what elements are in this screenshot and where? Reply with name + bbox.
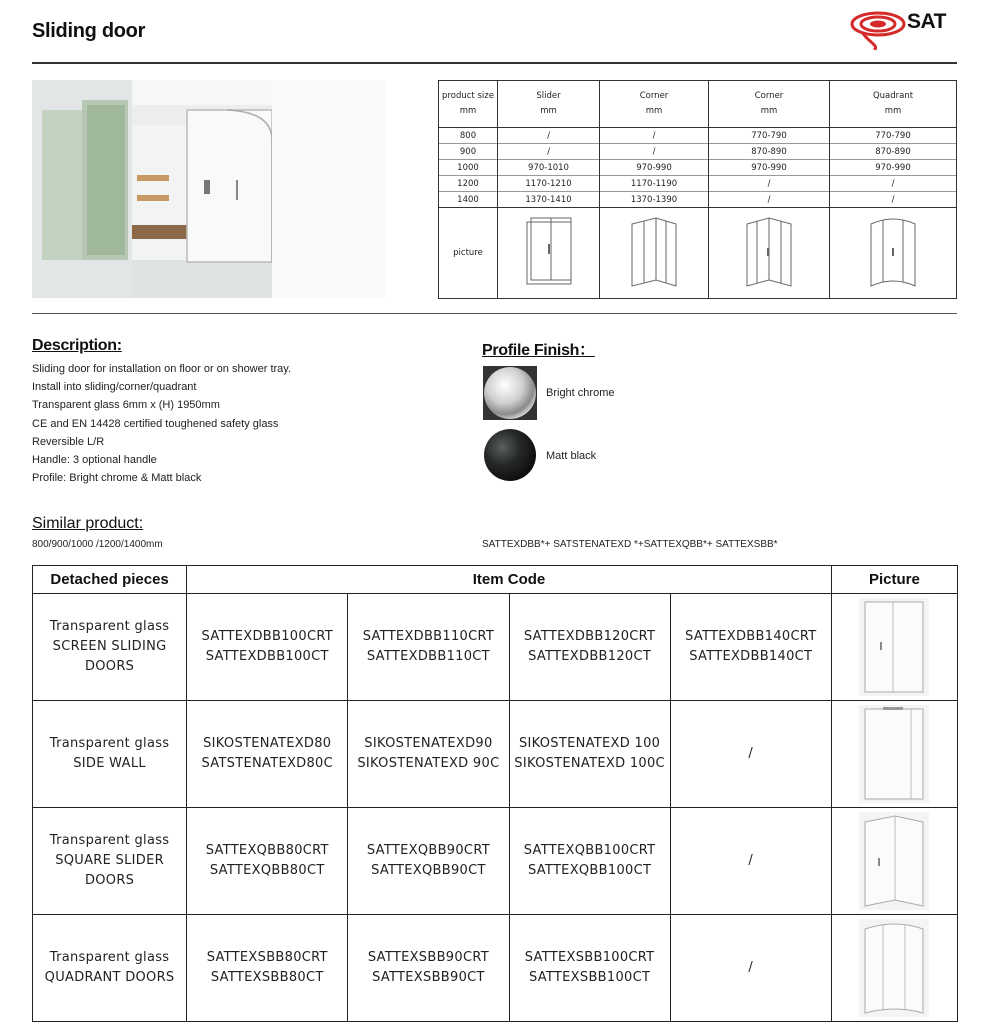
- finish-label-chrome: Bright chrome: [546, 387, 615, 399]
- size-cell: 870-890: [709, 144, 830, 160]
- item-code-cell: SATTEXDBB120CRT SATTEXDBB120CT: [509, 594, 670, 701]
- corner-diagram: [600, 208, 709, 299]
- picture-label: picture: [439, 208, 498, 299]
- size-row: [439, 160, 957, 176]
- size-cell: 970-990: [709, 160, 830, 176]
- size-row: [439, 128, 957, 144]
- size-cell: 770-790: [830, 128, 957, 144]
- item-code-cell: SATTEXDBB100CRT SATTEXDBB100CT: [187, 594, 348, 701]
- size-cell: /: [709, 192, 830, 208]
- table-row: [33, 808, 958, 915]
- size-cell: 1170-1210: [498, 176, 600, 192]
- slider-diagram: [498, 208, 600, 299]
- page-title: Sliding door: [32, 20, 146, 42]
- description-item: Sliding door for installation on floor or on shower tray.: [32, 363, 292, 375]
- item-code-cell: SATTEXDBB140CRT SATTEXDBB140CT: [670, 594, 831, 701]
- size-cell: 770-790: [709, 128, 830, 144]
- header-picture: Picture: [831, 566, 957, 594]
- size-cell: 870-890: [830, 144, 957, 160]
- item-code-cell: /: [670, 701, 831, 808]
- item-code-cell: SATTEXQBB80CRT SATTEXQBB80CT: [187, 808, 348, 915]
- item-code-cell: SIKOSTENATEXD90 SIKOSTENATEXD 90C: [348, 701, 509, 808]
- corner-door-diagram: [709, 208, 830, 299]
- description-item: Profile: Bright chrome & Matt black: [32, 472, 202, 485]
- size-row: [439, 144, 957, 160]
- description-item: Install into sliding/corner/quadrant: [32, 381, 197, 394]
- item-code-cell: /: [670, 915, 831, 1022]
- size-cell: /: [600, 144, 709, 160]
- size-cell: 970-990: [830, 160, 957, 176]
- table-row: [33, 701, 958, 808]
- profile-finish-heading: Profile Finish：: [482, 342, 595, 359]
- piece-name: Transparent glass QUADRANT DOORS: [33, 915, 187, 1022]
- header-divider: [32, 62, 957, 64]
- finish-label-black: Matt black: [546, 450, 597, 462]
- item-code-cell: SATTEXDBB110CRT SATTEXDBB110CT: [348, 594, 509, 701]
- quadrant-diagram: [830, 208, 957, 299]
- size-cell: /: [830, 192, 957, 208]
- item-code-cell: SATTEXQBB100CRT SATTEXQBB100CT: [509, 808, 670, 915]
- piece-picture: [831, 701, 957, 808]
- description-item: Transparent glass 6mm x (H) 1950mm: [32, 399, 220, 412]
- size-cell: /: [498, 128, 600, 144]
- black-sphere-icon: [483, 428, 537, 482]
- size-picture-row: [439, 208, 957, 299]
- product-photo: [32, 80, 386, 298]
- size-cell: 970-990: [600, 160, 709, 176]
- item-code-cell: /: [670, 808, 831, 915]
- brand-name: SAT: [907, 10, 946, 33]
- size-cell: 1370-1410: [498, 192, 600, 208]
- size-cell: 1170-1190: [600, 176, 709, 192]
- piece-picture: [831, 594, 957, 701]
- header-item-code: Item Code: [187, 566, 832, 594]
- item-code-cell: SATTEXSBB100CRT SATTEXSBB100CT: [509, 915, 670, 1022]
- size-header-cell: Quadrant mm: [830, 81, 957, 128]
- size-header-cell: product size mm: [439, 81, 498, 128]
- piece-picture: [831, 915, 957, 1022]
- size-cell: 970-1010: [498, 160, 600, 176]
- item-code-cell: SIKOSTENATEXD 100 SIKOSTENATEXD 100C: [509, 701, 670, 808]
- size-cell: 800: [439, 128, 498, 144]
- size-row: [439, 192, 957, 208]
- size-header-cell: Corner mm: [709, 81, 830, 128]
- item-code-cell: SATTEXQBB90CRT SATTEXQBB90CT: [348, 808, 509, 915]
- description-item: Handle: 3 optional handle: [32, 454, 157, 467]
- chrome-sphere-icon: [483, 366, 537, 420]
- size-cell: 1200: [439, 176, 498, 192]
- description-item: Reversible L/R: [32, 435, 105, 448]
- size-cell: 900: [439, 144, 498, 160]
- piece-name: Transparent glass SQUARE SLIDER DOORS: [33, 808, 187, 915]
- item-code-cell: SIKOSTENATEXD80 SATSTENATEXD80C: [187, 701, 348, 808]
- similar-heading: Similar product:: [32, 515, 144, 532]
- pieces-table: [32, 565, 958, 1022]
- table-row: [33, 594, 958, 701]
- size-header-cell: Corner mm: [600, 81, 709, 128]
- piece-name: Transparent glass SCREEN SLIDING DOORS: [33, 594, 187, 701]
- size-header-cell: Slider mm: [498, 81, 600, 128]
- description-heading: Description:: [32, 337, 122, 354]
- size-cell: 1370-1390: [600, 192, 709, 208]
- item-code-cell: SATTEXSBB80CRT SATTEXSBB80CT: [187, 915, 348, 1022]
- size-table-header: [439, 81, 957, 128]
- size-row: [439, 176, 957, 192]
- size-table: [438, 80, 957, 299]
- section-divider: [32, 313, 957, 314]
- size-cell: /: [830, 176, 957, 192]
- description-item: CE and EN 14428 certified toughened safety glass: [32, 417, 279, 430]
- table-row: [33, 915, 958, 1022]
- size-cell: 1400: [439, 192, 498, 208]
- item-code-cell: SATTEXSBB90CRT SATTEXSBB90CT: [348, 915, 509, 1022]
- size-cell: 1000: [439, 160, 498, 176]
- piece-picture: [831, 808, 957, 915]
- size-cell: /: [709, 176, 830, 192]
- header-detached-pieces: Detached pieces: [33, 566, 187, 594]
- piece-name: Transparent glass SIDE WALL: [33, 701, 187, 808]
- size-cell: /: [600, 128, 709, 144]
- pieces-table-header: [33, 566, 958, 594]
- size-cell: /: [498, 144, 600, 160]
- similar-codes: SATTEXDBB*+ SATSTENATEXD *+SATTEXQBB*+ SATTEXSBB*: [482, 539, 778, 550]
- description-list: [32, 360, 291, 487]
- similar-sizes: 800/900/1000 /1200/1400mm: [32, 539, 163, 550]
